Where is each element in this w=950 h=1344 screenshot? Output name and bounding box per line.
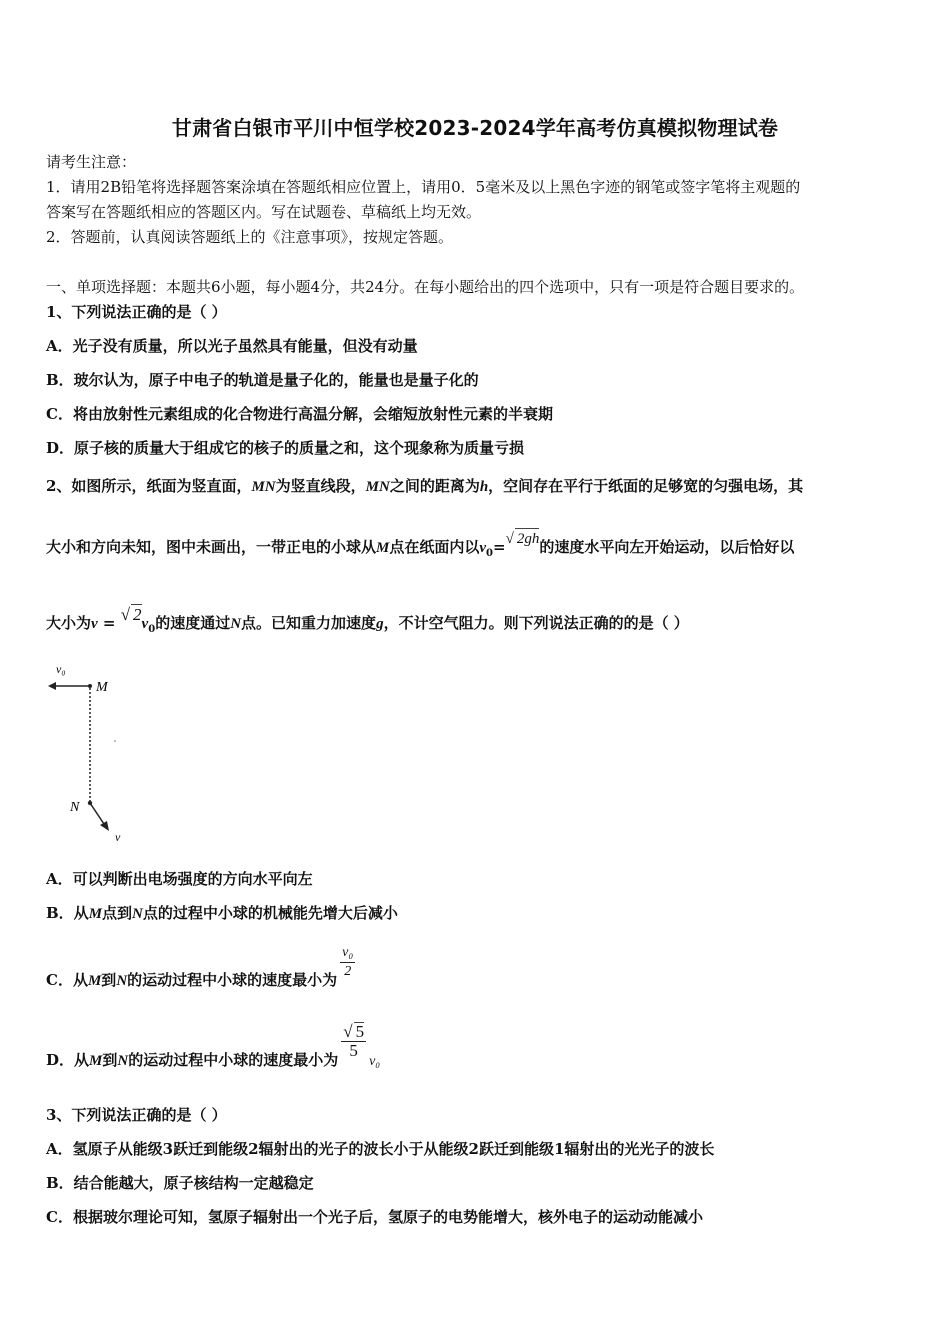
fig-point-m xyxy=(88,684,92,688)
q2-option-c: C．从M到N的运动过程中小球的速度最小为 $\frac{\text{v₀}}{2}$ xyxy=(46,945,354,989)
q2-option-a: A．可以判断出电场强度的方向水平向左 xyxy=(46,870,313,888)
q2-figure xyxy=(40,655,160,850)
notice-heading: 请考生注意： xyxy=(46,153,137,171)
q1-stem: 1、下列说法正确的是（ ） xyxy=(46,303,227,321)
fig-v0-label: v₀ xyxy=(56,662,66,676)
q1-option-a: A．光子没有质量，所以光子虽然具有能量，但没有动量 xyxy=(46,337,418,355)
q1-option-d: D．原子核的质量大于组成它的核子的质量之和，这个现象称为质量亏损 xyxy=(46,439,525,457)
notice-line-1: 1．请用2B铅笔将选择题答案涂填在答题纸相应位置上，请用0．5毫米及以上黑色字迹的钢笔或签字笔将主观题的 xyxy=(46,178,801,196)
fig-v0-arrowhead xyxy=(48,682,56,690)
q2-stem-line-3: 大小为v = √ $2v_0$的速度通过N点。已知重力加速度g，不计空气阻力。则下列说法正确的的是（ ） xyxy=(46,605,689,635)
q3-option-b: B．结合能越大，原子核结构一定越稳定 xyxy=(46,1174,314,1192)
q3-option-c: C．根据玻尔理论可知，氢原子辐射出一个光子后，氢原子的电势能增大，核外电子的运动动能减小 xyxy=(46,1208,703,1226)
fig-n-label: N xyxy=(70,800,80,815)
q2-d-fraction: $\frac{√ 5}{5}$ xyxy=(343,1022,365,1060)
section-heading: 一、单项选择题：本题共6小题，每小题4分，共24分。在每小题给出的四个选项中，只有一项是符合题目要求的。 xyxy=(46,278,805,296)
fig-v-arrowhead xyxy=(100,821,109,831)
fig-m-label: M xyxy=(96,680,108,695)
notice-line-2: 答案写在答题纸相应的答题区内。写在试题卷、草稿纸上均无效。 xyxy=(46,203,482,221)
q2-stem-line-2: 大小和方向未知，图中未画出，一带正电的小球从M点在纸面内以$v_0=√$ 2gh的速度水平向左开始运动，以后恰好以 xyxy=(46,537,794,564)
q2-c-fraction: $\frac{\text{v₀}}{2}$ xyxy=(342,945,354,979)
notice-line-3: 2．答题前，认真阅读答题纸上的《注意事项》，按规定答题。 xyxy=(46,228,454,246)
page-title: 甘肃省白银市平川中恒学校2023-2024学年高考仿真模拟物理试卷 xyxy=(171,116,779,140)
q1-option-b: B．玻尔认为，原子中电子的轨道是量子化的，能量也是量子化的 xyxy=(46,371,479,389)
q3-option-a: A．氢原子从能级3跃迁到能级2辐射出的光子的波长小于从能级2跃迁到能级1辐射出的光光子的波长 xyxy=(46,1140,715,1158)
fig-dot xyxy=(114,740,116,742)
q2-option-d: D．从M到N的运动过程中小球的速度最小为 $\frac{√ 5}{5}$ v₀ xyxy=(46,1022,381,1069)
fig-v-label: v xyxy=(115,830,121,844)
q2-option-b: B．从M点到N点的过程中小球的机械能先增大后减小 xyxy=(46,904,398,922)
q1-option-c: C．将由放射性元素组成的化合物进行高温分解，会缩短放射性元素的半衰期 xyxy=(46,405,553,423)
q2-stem-line-1: 2、如图所示，纸面为竖直面，MN为竖直线段，MN之间的距离为h，空间存在平行于纸面的足够宽的匀强电场，其 xyxy=(46,477,804,495)
q3-stem: 3、下列说法正确的是（ ） xyxy=(46,1106,227,1124)
